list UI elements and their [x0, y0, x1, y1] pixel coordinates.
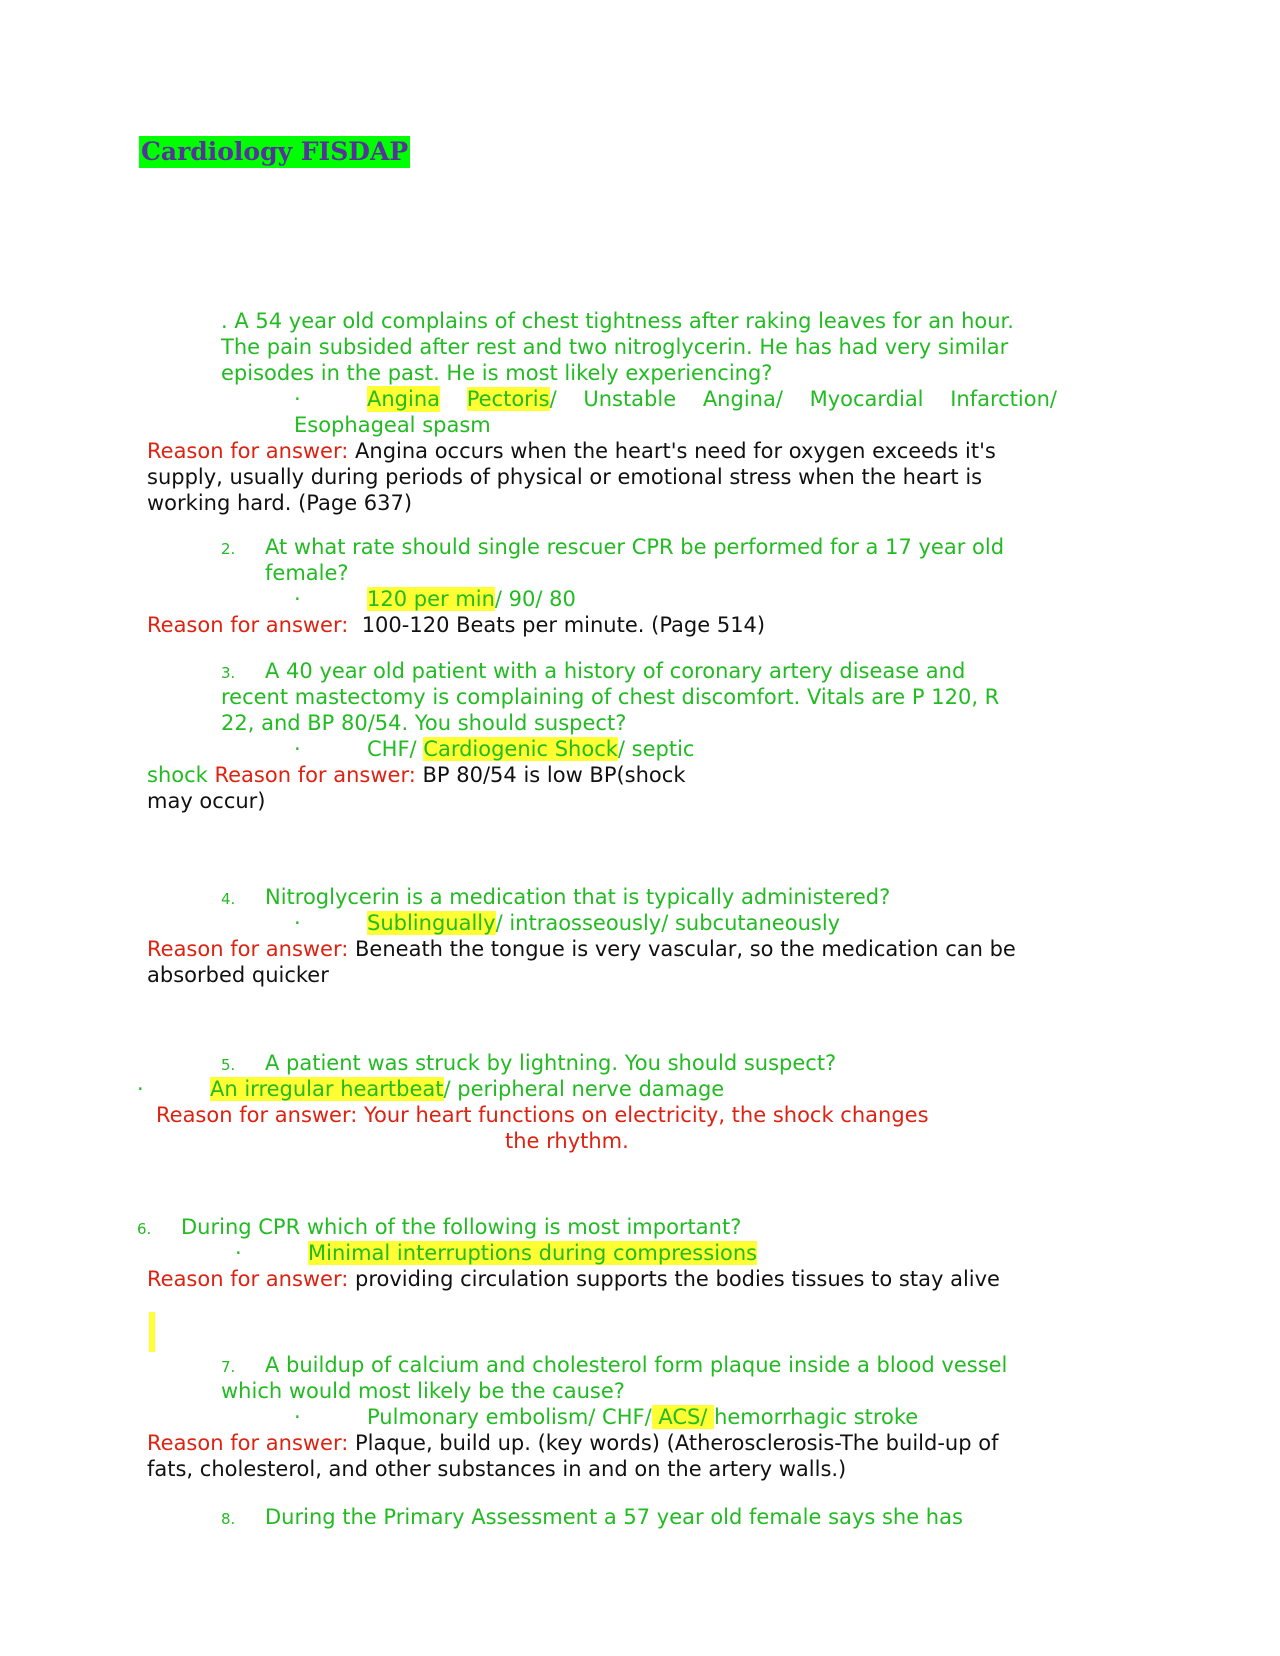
page-title: Cardiology FISDAP [141, 137, 409, 166]
q7-options: Pulmonary embolism/ CHF/ ACS/ hemorrhagic stroke [367, 1405, 919, 1429]
q1-option-word: Unstable [583, 387, 677, 411]
q7-text-line2: which would most likely be the cause? [221, 1379, 625, 1403]
q6-bullet: · [235, 1241, 242, 1265]
q7-text-line1: A buildup of calcium and cholesterol form plaque inside a blood vessel [265, 1353, 1008, 1377]
q5-options: An irregular heartbeat/ peripheral nerve damage [210, 1077, 725, 1101]
q5-text-line1: A patient was struck by lightning. You should suspect? [265, 1051, 837, 1075]
reason-label: Reason for answer: [147, 1431, 349, 1455]
q5-option-correct: An irregular heartbeat [210, 1077, 444, 1101]
q1-bullet: · [294, 387, 301, 411]
q1-text-line3: episodes in the past. He is most likely experiencing? [221, 361, 773, 385]
q4-text-line1: Nitroglycerin is a medication that is typically administered? [265, 885, 891, 909]
q4-number: 4. [221, 890, 236, 908]
q5-bullet: · [137, 1077, 144, 1101]
q6-options [308, 1240, 757, 1266]
q7-bullet: · [294, 1405, 301, 1429]
q6-reason-line1: Reason for answer: providing circulation supports the bodies tissues to stay alive [147, 1267, 1000, 1291]
reason-label: Reason for answer: [214, 763, 416, 787]
q3-text-line3: 22, and BP 80/54. You should suspect? [221, 711, 627, 735]
highlight-mark [149, 1312, 155, 1352]
q1-reason-line1: Reason for answer: Angina occurs when the heart's need for oxygen exceeds it's [147, 439, 996, 463]
q7-option-correct: ACS/ [651, 1405, 715, 1429]
q3-reason-line1: shock Reason for answer: BP 80/54 is low BP(shock [147, 763, 686, 787]
q5-number: 5. [221, 1056, 236, 1074]
q5-reason-line2: the rhythm. [505, 1129, 629, 1153]
reason-label: Reason for answer: [147, 439, 349, 463]
q3-text-line2: recent mastectomy is complaining of chest discomfort. Vitals are P 120, R [221, 685, 1000, 709]
q5-reason-line1: Reason for answer: Your heart functions on electricity, the shock changes [156, 1103, 929, 1127]
q1-option-word: Angina/ [702, 387, 783, 411]
q4-options: Sublingually/ intraosseously/ subcutaneously [367, 911, 841, 935]
q2-bullet: · [294, 587, 301, 611]
q7-reason-line2: fats, cholesterol, and other substances in and on the artery walls.) [147, 1457, 847, 1481]
q6-text-line1: During CPR which of the following is most important? [181, 1215, 742, 1239]
q6-option-correct: Minimal interruptions during compressions [308, 1241, 758, 1265]
q4-option-correct: Sublingually [367, 911, 496, 935]
q3-reason-line2: may occur) [147, 789, 266, 813]
q1-option-word: Infarction/ [950, 387, 1057, 411]
q1-option-word: Myocardial [809, 387, 924, 411]
q4-bullet: · [294, 911, 301, 935]
q1-options-line1 [367, 386, 1057, 412]
q6-number: 6. [137, 1220, 152, 1238]
q2-option-correct: 120 per min [367, 587, 495, 611]
q1-reason-line3: working hard. (Page 637) [147, 491, 413, 515]
q1-option-correct-part1: Angina [367, 387, 441, 411]
q2-number: 2. [221, 540, 236, 558]
q3-options: CHF/ Cardiogenic Shock/ septic [367, 737, 695, 761]
q3-option-correct: Cardiogenic Shock [423, 737, 618, 761]
q3-number: 3. [221, 664, 236, 682]
q4-reason-line1: Reason for answer: Beneath the tongue is very vascular, so the medication can be [147, 937, 1016, 961]
q1-options-line2: Esophageal spasm [294, 413, 491, 437]
q8-text-line1: During the Primary Assessment a 57 year old female says she has [265, 1505, 963, 1529]
q7-number: 7. [221, 1358, 236, 1376]
q2-options: 120 per min/ 90/ 80 [367, 587, 576, 611]
q1-reason-line2: supply, usually during periods of physical or emotional stress when the heart is [147, 465, 983, 489]
q1-text-line1: . A 54 year old complains of chest tightness after raking leaves for an hour. [221, 309, 1014, 333]
q4-reason-line2: absorbed quicker [147, 963, 329, 987]
q3-text-line1: A 40 year old patient with a history of coronary artery disease and [265, 659, 966, 683]
q2-text-line2: female? [265, 561, 349, 585]
q8-number: 8. [221, 1510, 236, 1528]
reason-label: Reason for answer: [147, 1267, 349, 1291]
reason-label: Reason for answer: [147, 937, 349, 961]
q2-reason-line1: Reason for answer: 100-120 Beats per minute. (Page 514) [147, 613, 766, 637]
q2-text-line1: At what rate should single rescuer CPR be performed for a 17 year old [265, 535, 1005, 559]
reason-label: Reason for answer: [147, 613, 349, 637]
q7-reason-line1: Reason for answer: Plaque, build up. (key words) (Atherosclerosis-The build-up of [147, 1431, 999, 1455]
q1-text-line2: The pain subsided after rest and two nitroglycerin. He has had very similar [221, 335, 1009, 359]
q1-option-correct-part2: Pectoris/ [466, 387, 557, 411]
q3-bullet: · [294, 737, 301, 761]
